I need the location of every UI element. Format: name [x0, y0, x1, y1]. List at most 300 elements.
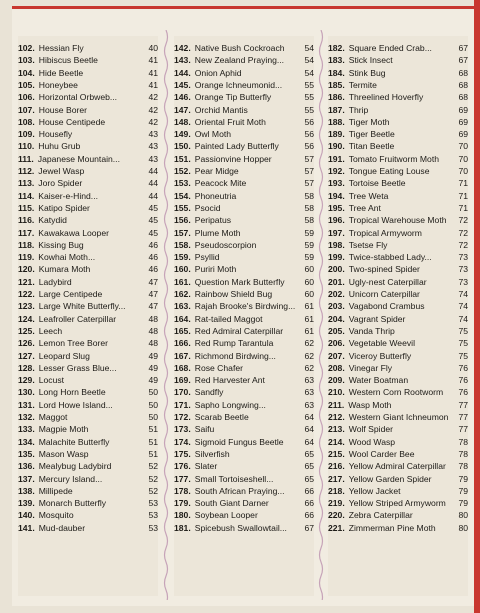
entry-page-number: 50 [148, 387, 158, 398]
index-entry [18, 153, 158, 165]
index-entry [328, 251, 468, 263]
index-entry [174, 239, 314, 251]
entry-number: 122. [18, 289, 35, 299]
entry-page-number: 63 [304, 399, 314, 410]
index-entry [328, 497, 468, 509]
entry-page-number: 74 [458, 301, 468, 312]
entry-name: Peripatus [194, 215, 232, 226]
entry-number: 113. [18, 178, 35, 189]
entry-name: Wool Carder Bee [348, 448, 415, 459]
entry-name: Tortoise Beetle [348, 178, 406, 189]
index-column-3 [328, 36, 468, 596]
index-entry [174, 227, 314, 239]
entry-number: 130. [18, 387, 35, 398]
entry-number: 104. [18, 67, 35, 78]
entry-page-number: 52 [148, 485, 158, 496]
entry-page-number: 74 [458, 313, 468, 324]
entry-page-number: 41 [148, 55, 158, 66]
entry-name: Hessian Fly [38, 43, 84, 53]
entry-page-number: 71 [458, 190, 468, 201]
entry-name: Stick Insect [348, 55, 393, 66]
entry-number: 218. [328, 485, 345, 496]
index-entry [328, 104, 468, 116]
entry-number: 169. [174, 375, 191, 386]
index-entry [328, 128, 468, 140]
index-entry [328, 67, 468, 79]
entry-name: Tomato Fruitworm Moth [348, 153, 439, 164]
entry-name: Vagabond Crambus [348, 301, 425, 312]
entry-page-number: 54 [304, 55, 314, 66]
entry-number: 102. [18, 43, 35, 53]
entry-number: 186. [328, 92, 345, 103]
index-entry [18, 386, 158, 398]
entry-name: Red Admiral Caterpillar [194, 325, 284, 336]
entry-page-number: 69 [458, 116, 468, 127]
entry-page-number: 51 [148, 436, 158, 447]
top-border [12, 6, 474, 9]
entry-number: 119. [18, 252, 35, 263]
entry-name: Pseudoscorpion [194, 239, 257, 250]
entry-number: 159. [174, 252, 191, 263]
entry-number: 140. [18, 510, 35, 521]
entry-name: Sapho Longwing... [194, 399, 266, 410]
entry-name: Kissing Bug [38, 239, 84, 250]
index-entry [174, 190, 314, 202]
entry-number: 194. [328, 190, 345, 201]
entry-number: 143. [174, 55, 191, 66]
entry-page-number: 41 [148, 67, 158, 78]
entry-name: Large Centipede [38, 289, 103, 299]
entry-number: 111. [18, 153, 34, 164]
entry-page-number: 77 [458, 424, 468, 435]
entry-number: 189. [328, 129, 345, 140]
index-entry [18, 239, 158, 251]
entry-number: 196. [328, 215, 345, 226]
entry-page-number: 64 [304, 412, 314, 422]
entry-page-number: 48 [148, 325, 158, 336]
entry-page-number: 70 [458, 166, 468, 176]
index-entry [174, 177, 314, 189]
entry-name: Unicorn Caterpillar [348, 289, 420, 299]
entry-name: Rose Chafer [194, 362, 243, 373]
entry-number: 179. [174, 498, 191, 509]
entry-page-number: 73 [458, 252, 468, 263]
entry-page-number: 45 [148, 215, 158, 226]
entry-page-number: 57 [304, 153, 314, 164]
entry-page-number: 55 [304, 79, 314, 90]
entry-name: Zebra Caterpillar [348, 510, 413, 521]
entry-page-number: 53 [148, 510, 158, 521]
entry-page-number: 54 [304, 67, 314, 78]
entry-page-number: 72 [458, 227, 468, 238]
entry-page-number: 67 [304, 522, 314, 533]
entry-page-number: 46 [148, 239, 158, 250]
entry-number: 204. [328, 313, 345, 324]
entry-number: 145. [174, 79, 191, 90]
entry-number: 164. [174, 313, 191, 324]
entry-name: Phoneutria [194, 190, 237, 201]
entry-number: 117. [18, 227, 35, 238]
entry-number: 132. [18, 412, 35, 422]
entry-page-number: 66 [304, 498, 314, 509]
index-entry [174, 313, 314, 325]
index-entry [174, 54, 314, 66]
entry-name: Kawakawa Looper [38, 227, 109, 238]
entry-number: 214. [328, 436, 345, 447]
entry-page-number: 49 [148, 362, 158, 373]
entry-name: Square Ended Crab... [348, 43, 432, 53]
entry-number: 205. [328, 325, 345, 336]
index-entry [174, 42, 314, 54]
entry-number: 124. [18, 313, 35, 324]
entry-page-number: 53 [148, 498, 158, 509]
index-entry [174, 337, 314, 349]
entry-name: Richmond Birdwing... [194, 350, 276, 361]
index-entry [174, 202, 314, 214]
index-entry [328, 153, 468, 165]
entry-page-number: 58 [304, 202, 314, 213]
entry-name: Rainbow Shield Bug [194, 289, 273, 299]
entry-name: Passionvine Hopper [194, 153, 272, 164]
entry-number: 129. [18, 375, 35, 386]
entry-name: Slater [194, 461, 218, 472]
entry-page-number: 53 [148, 522, 158, 533]
entry-number: 125. [18, 325, 35, 336]
index-entry [174, 362, 314, 374]
entry-page-number: 44 [148, 166, 158, 176]
entry-name: Hibiscus Beetle [38, 55, 98, 66]
index-entry [328, 436, 468, 448]
entry-name: Long Horn Beetle [38, 387, 106, 398]
entry-page-number: 78 [458, 436, 468, 447]
entry-number: 210. [328, 387, 345, 398]
entry-number: 188. [328, 116, 345, 127]
index-entry [328, 190, 468, 202]
entry-name: Vagrant Spider [348, 313, 406, 324]
entry-name: Yellow Admiral Caterpillar [348, 461, 446, 472]
entry-page-number: 71 [458, 202, 468, 213]
index-entry [328, 276, 468, 288]
index-entry [174, 300, 314, 312]
index-entry [18, 448, 158, 460]
entry-page-number: 65 [304, 448, 314, 459]
entry-page-number: 77 [458, 412, 468, 422]
entry-number: 176. [174, 461, 191, 472]
entry-number: 155. [174, 202, 191, 213]
index-entry [328, 165, 468, 177]
entry-number: 181. [174, 522, 191, 533]
entry-page-number: 63 [304, 375, 314, 386]
entry-name: Tsetse Fly [348, 239, 388, 250]
entry-number: 185. [328, 79, 345, 90]
entry-name: Mercury Island... [38, 473, 103, 484]
entry-number: 115. [18, 202, 35, 213]
index-entry [18, 263, 158, 275]
entry-number: 121. [18, 276, 35, 287]
index-entry [328, 227, 468, 239]
index-entry [174, 153, 314, 165]
entry-number: 203. [328, 301, 345, 312]
index-entry [328, 214, 468, 226]
entry-page-number: 50 [148, 399, 158, 410]
index-entry [328, 202, 468, 214]
index-entry [18, 251, 158, 263]
index-entry [174, 522, 314, 534]
index-entry [174, 485, 314, 497]
index-entry [18, 177, 158, 189]
index-entry [328, 140, 468, 152]
entry-name: Soybean Looper [194, 510, 258, 521]
index-entry [18, 423, 158, 435]
index-entry [174, 460, 314, 472]
index-entry [18, 165, 158, 177]
entry-number: 128. [18, 362, 35, 373]
index-entry [174, 497, 314, 509]
entry-number: 220. [328, 510, 345, 521]
entry-number: 107. [18, 104, 35, 115]
entry-page-number: 56 [304, 141, 314, 152]
entry-name: Orange Ichneumonid... [194, 79, 283, 90]
index-entry [174, 399, 314, 411]
entry-page-number: 80 [458, 510, 468, 521]
entry-name: Mosquito [38, 510, 74, 521]
entry-name: Puriri Moth [194, 264, 237, 275]
entry-number: 213. [328, 424, 345, 435]
entry-name: Maggot [38, 412, 68, 422]
index-column-1 [18, 36, 158, 596]
entry-name: Oriental Fruit Moth [194, 116, 266, 127]
index-entry [174, 350, 314, 362]
index-entry [174, 104, 314, 116]
index-entry [174, 374, 314, 386]
entry-page-number: 43 [148, 129, 158, 140]
entry-page-number: 63 [304, 387, 314, 398]
entry-name: Red Rump Tarantula [194, 338, 274, 349]
index-entry [174, 116, 314, 128]
entry-page-number: 76 [458, 362, 468, 373]
entry-page-number: 47 [148, 289, 158, 299]
entry-name: Painted Lady Butterfly [194, 141, 279, 152]
entry-number: 163. [174, 301, 191, 312]
entry-number: 142. [174, 43, 191, 53]
index-entry [328, 300, 468, 312]
entry-number: 141. [18, 522, 35, 533]
index-entry [18, 350, 158, 362]
entry-name: Mud-dauber [38, 522, 86, 533]
entry-number: 175. [174, 448, 191, 459]
entry-page-number: 75 [458, 325, 468, 336]
entry-name: Japanese Mountain... [37, 153, 120, 164]
entry-page-number: 76 [458, 387, 468, 398]
entry-number: 114. [18, 190, 35, 201]
entry-name: Peacock Mite [194, 178, 247, 189]
entry-name: Water Boatman [348, 375, 409, 386]
entry-number: 172. [174, 412, 191, 422]
entry-number: 108. [18, 116, 35, 127]
entry-name: Psocid [194, 202, 221, 213]
entry-name: Spicebush Swallowtail... [194, 522, 287, 533]
entry-name: South African Praying... [194, 485, 285, 496]
index-entry [174, 276, 314, 288]
entry-number: 201. [328, 276, 345, 287]
index-entry [18, 473, 158, 485]
index-entry [18, 214, 158, 226]
entry-page-number: 48 [148, 313, 158, 324]
entry-page-number: 49 [148, 350, 158, 361]
entry-name: Mealybug Ladybird [38, 461, 112, 472]
index-entry [328, 473, 468, 485]
entry-number: 191. [328, 153, 345, 164]
entry-name: Psyllid [194, 252, 220, 263]
entry-number: 105. [18, 79, 35, 90]
entry-number: 156. [174, 215, 191, 226]
entry-number: 147. [174, 104, 191, 115]
index-entry [18, 202, 158, 214]
entry-page-number: 44 [148, 178, 158, 189]
index-entry [328, 411, 468, 423]
entry-number: 180. [174, 510, 191, 521]
entry-number: 154. [174, 190, 191, 201]
entry-page-number: 74 [458, 289, 468, 299]
entry-number: 173. [174, 424, 191, 435]
entry-number: 158. [174, 239, 191, 250]
entry-page-number: 50 [148, 412, 158, 422]
entry-page-number: 79 [458, 498, 468, 509]
entry-page-number: 47 [148, 301, 158, 312]
index-entry [174, 473, 314, 485]
entry-page-number: 62 [304, 362, 314, 373]
entry-name: Question Mark Butterfly [194, 276, 285, 287]
index-entry [328, 116, 468, 128]
entry-number: 207. [328, 350, 345, 361]
index-entry [174, 288, 314, 300]
entry-number: 131. [18, 399, 35, 410]
entry-name: Scarab Beetle [194, 412, 249, 422]
entry-page-number: 57 [304, 166, 314, 176]
entry-page-number: 64 [304, 436, 314, 447]
entry-name: Small Tortoiseshell... [194, 473, 274, 484]
index-entry [328, 350, 468, 362]
entry-name: Katydid [38, 215, 67, 226]
index-entry [328, 325, 468, 337]
entry-name: Monarch Butterfly [38, 498, 107, 509]
index-entry [18, 325, 158, 337]
index-entry [18, 91, 158, 103]
entry-page-number: 68 [458, 67, 468, 78]
index-entry [18, 227, 158, 239]
entry-page-number: 72 [458, 215, 468, 226]
entry-page-number: 62 [304, 338, 314, 349]
entry-number: 184. [328, 67, 345, 78]
entry-page-number: 60 [304, 264, 314, 275]
index-entry [18, 288, 158, 300]
entry-number: 174. [174, 436, 191, 447]
entry-name: Zimmerman Pine Moth [348, 522, 436, 533]
entry-number: 215. [328, 448, 345, 459]
entry-number: 151. [174, 153, 191, 164]
index-entry [18, 522, 158, 534]
index-entry [328, 460, 468, 472]
entry-name: Plume Moth [194, 227, 241, 238]
entry-number: 199. [328, 252, 345, 263]
index-entry [174, 325, 314, 337]
entry-name: Western Giant Ichneumon [348, 412, 449, 422]
entry-name: Tongue Eating Louse [348, 166, 430, 176]
entry-name: Two-spined Spider [348, 264, 420, 275]
index-entry [18, 116, 158, 128]
index-entry [174, 140, 314, 152]
index-entry [18, 128, 158, 140]
entry-name: Lemon Tree Borer [38, 338, 108, 349]
entry-number: 216. [328, 461, 345, 472]
entry-page-number: 42 [148, 116, 158, 127]
entry-number: 183. [328, 55, 345, 66]
entry-name: Wolf Spider [348, 424, 393, 435]
entry-number: 212. [328, 412, 345, 422]
entry-page-number: 78 [458, 448, 468, 459]
entry-name: Tree Ant [348, 202, 381, 213]
index-entry [328, 177, 468, 189]
index-entry [174, 214, 314, 226]
index-entry [18, 276, 158, 288]
entry-name: Thrip [348, 104, 369, 115]
index-entry [174, 79, 314, 91]
entry-page-number: 69 [458, 129, 468, 140]
index-entry [328, 423, 468, 435]
index-entry [18, 300, 158, 312]
entry-name: Mason Wasp [38, 448, 89, 459]
entry-page-number: 79 [458, 485, 468, 496]
entry-page-number: 52 [148, 461, 158, 472]
entry-name: Hide Beetle [38, 67, 84, 78]
index-entry [18, 497, 158, 509]
index-entry [174, 509, 314, 521]
entry-page-number: 49 [148, 375, 158, 386]
entry-number: 211. [328, 399, 345, 410]
entry-number: 165. [174, 325, 191, 336]
entry-page-number: 67 [458, 43, 468, 53]
index-entry [328, 337, 468, 349]
index-entry [328, 288, 468, 300]
entry-name: Millipede [38, 485, 73, 496]
entry-name: Large White Butterfly... [38, 301, 126, 312]
index-entry [328, 54, 468, 66]
entry-number: 148. [174, 116, 191, 127]
entry-number: 118. [18, 239, 35, 250]
entry-number: 177. [174, 473, 191, 484]
entry-page-number: 54 [304, 43, 314, 53]
entry-number: 217. [328, 473, 345, 484]
entry-page-number: 43 [148, 153, 158, 164]
index-entry [328, 399, 468, 411]
index-entry [328, 509, 468, 521]
entry-page-number: 55 [304, 104, 314, 115]
entry-number: 149. [174, 129, 191, 140]
index-entry [174, 263, 314, 275]
entry-page-number: 75 [458, 350, 468, 361]
entry-name: Yellow Striped Armyworm [348, 498, 446, 509]
entry-name: Tiger Moth [348, 116, 390, 127]
entry-number: 133. [18, 424, 35, 435]
entry-name: Honeybee [38, 79, 78, 90]
entry-page-number: 78 [458, 461, 468, 472]
entry-name: Twice-stabbed Lady... [348, 252, 432, 263]
index-entry [174, 67, 314, 79]
entry-page-number: 55 [304, 92, 314, 103]
entry-name: Tiger Beetle [348, 129, 395, 140]
entry-number: 209. [328, 375, 345, 386]
index-entry [174, 128, 314, 140]
